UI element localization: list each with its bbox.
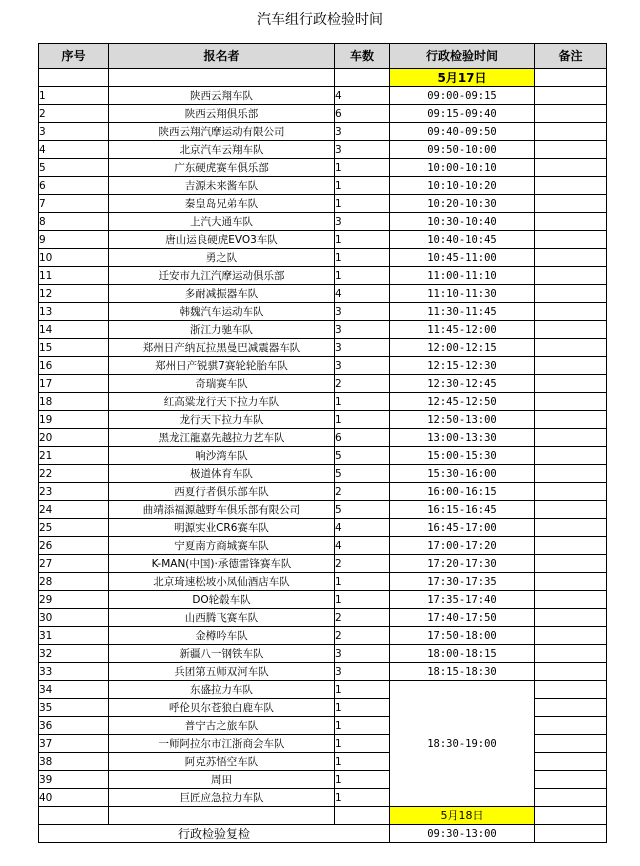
- inspection-time: 16:15-16:45: [390, 501, 535, 519]
- row-number: 39: [39, 771, 109, 789]
- note-cell: [535, 411, 607, 429]
- row-number: 3: [39, 123, 109, 141]
- team-name: 奇瑞赛车队: [109, 375, 335, 393]
- inspection-time: 12:00-12:15: [390, 339, 535, 357]
- note-cell: [535, 447, 607, 465]
- team-name: 极道体育车队: [109, 465, 335, 483]
- inspection-time: 10:10-10:20: [390, 177, 535, 195]
- car-count: 6: [335, 105, 390, 123]
- note-cell: [535, 465, 607, 483]
- team-name: 新疆八一钢铁车队: [109, 645, 335, 663]
- team-name: 红高粱龙行天下拉力车队: [109, 393, 335, 411]
- inspection-time: 10:30-10:40: [390, 213, 535, 231]
- car-count: 1: [335, 735, 390, 753]
- table-row: [39, 249, 607, 267]
- inspection-time: 10:00-10:10: [390, 159, 535, 177]
- car-count: 3: [335, 213, 390, 231]
- note-cell: [535, 159, 607, 177]
- row-number: 10: [39, 249, 109, 267]
- team-name: 北京琦速松坡小凤仙酒店车队: [109, 573, 335, 591]
- row-number: 29: [39, 591, 109, 609]
- car-count: 1: [335, 411, 390, 429]
- row-number: 19: [39, 411, 109, 429]
- date-cell-1: 5月17日: [390, 69, 535, 87]
- inspection-time: 11:10-11:30: [390, 285, 535, 303]
- note-cell: [535, 285, 607, 303]
- team-name: 韩魏汽车运动车队: [109, 303, 335, 321]
- recheck-label: 行政检验复检: [39, 825, 390, 843]
- car-count: 5: [335, 465, 390, 483]
- inspection-time: 10:20-10:30: [390, 195, 535, 213]
- note-cell: [535, 177, 607, 195]
- note-cell: [535, 627, 607, 645]
- table-row: [39, 429, 607, 447]
- row-number: 22: [39, 465, 109, 483]
- inspection-time: 18:00-18:15: [390, 645, 535, 663]
- date-row-1: [39, 69, 607, 87]
- inspection-time: 15:30-16:00: [390, 465, 535, 483]
- inspection-time: 09:40-09:50: [390, 123, 535, 141]
- car-count: 1: [335, 393, 390, 411]
- row-number: 18: [39, 393, 109, 411]
- car-count: 2: [335, 609, 390, 627]
- car-count: 1: [335, 789, 390, 807]
- row-number: 8: [39, 213, 109, 231]
- note-cell: [535, 537, 607, 555]
- row-number: 24: [39, 501, 109, 519]
- note-cell: [535, 681, 607, 699]
- header-team: 报名者: [109, 44, 335, 69]
- row-number: 34: [39, 681, 109, 699]
- team-name: 东盛拉力车队: [109, 681, 335, 699]
- inspection-time: 17:35-17:40: [390, 591, 535, 609]
- team-name: 明源实业CR6赛车队: [109, 519, 335, 537]
- table-row: [39, 303, 607, 321]
- car-count: 1: [335, 249, 390, 267]
- inspection-schedule-table: [38, 43, 607, 843]
- merged-inspection-time: 18:30-19:00: [390, 681, 535, 807]
- header-cars: 车数: [335, 44, 390, 69]
- team-name: 普宁古之旅车队: [109, 717, 335, 735]
- table-row: [39, 555, 607, 573]
- note-cell: [535, 591, 607, 609]
- table-row: [39, 267, 607, 285]
- table-row: [39, 573, 607, 591]
- inspection-time: 09:50-10:00: [390, 141, 535, 159]
- table-row: [39, 357, 607, 375]
- row-number: 5: [39, 159, 109, 177]
- team-name: 陕西云翔俱乐部: [109, 105, 335, 123]
- note-cell: [535, 645, 607, 663]
- recheck-row: [39, 825, 607, 843]
- row-number: 9: [39, 231, 109, 249]
- note-cell: [535, 429, 607, 447]
- note-cell: [535, 519, 607, 537]
- team-name: 西夏行者俱乐部车队: [109, 483, 335, 501]
- table-row: [39, 609, 607, 627]
- team-name: 山西腾飞赛车队: [109, 609, 335, 627]
- row-number: 37: [39, 735, 109, 753]
- car-count: 1: [335, 771, 390, 789]
- note-cell: [535, 357, 607, 375]
- note-cell: [535, 87, 607, 105]
- row-number: 30: [39, 609, 109, 627]
- table-row: [39, 393, 607, 411]
- inspection-time: 10:40-10:45: [390, 231, 535, 249]
- row-number: 31: [39, 627, 109, 645]
- table-row: [39, 411, 607, 429]
- row-number: 35: [39, 699, 109, 717]
- table-row: [39, 195, 607, 213]
- team-name: K-MAN(中国)·承德雷锋赛车队: [109, 555, 335, 573]
- car-count: 3: [335, 123, 390, 141]
- row-number: 7: [39, 195, 109, 213]
- car-count: 4: [335, 87, 390, 105]
- row-number: 20: [39, 429, 109, 447]
- table-row: [39, 483, 607, 501]
- note-cell: [535, 195, 607, 213]
- inspection-time: 17:20-17:30: [390, 555, 535, 573]
- recheck-time: 09:30-13:00: [390, 825, 535, 843]
- table-row: [39, 591, 607, 609]
- car-count: 2: [335, 627, 390, 645]
- car-count: 2: [335, 555, 390, 573]
- team-name: 兵团第五师双河车队: [109, 663, 335, 681]
- team-name: 呼伦贝尔苍狼白鹿车队: [109, 699, 335, 717]
- inspection-time: 13:00-13:30: [390, 429, 535, 447]
- inspection-time: 12:45-12:50: [390, 393, 535, 411]
- row-number: 38: [39, 753, 109, 771]
- car-count: 1: [335, 753, 390, 771]
- team-name: 北京汽车云翔车队: [109, 141, 335, 159]
- team-name: 一师阿拉尔市江浙商会车队: [109, 735, 335, 753]
- car-count: 1: [335, 717, 390, 735]
- row-number: 12: [39, 285, 109, 303]
- team-name: 陕西云翔汽摩运动有限公司: [109, 123, 335, 141]
- team-name: 陕西云翔车队: [109, 87, 335, 105]
- table-row: [39, 375, 607, 393]
- car-count: 4: [335, 519, 390, 537]
- note-cell: [535, 303, 607, 321]
- note-cell: [535, 699, 607, 717]
- team-name: 吉源未来酱车队: [109, 177, 335, 195]
- car-count: 1: [335, 591, 390, 609]
- table-row: [39, 537, 607, 555]
- document-title: 汽车组行政检验时间: [257, 12, 383, 28]
- inspection-time: 15:00-15:30: [390, 447, 535, 465]
- note-cell: [535, 339, 607, 357]
- note-cell: [535, 213, 607, 231]
- inspection-time: 11:00-11:10: [390, 267, 535, 285]
- team-name: 浙江力驰车队: [109, 321, 335, 339]
- inspection-time: 11:30-11:45: [390, 303, 535, 321]
- table-row: [39, 231, 607, 249]
- table-row: [39, 645, 607, 663]
- row-number: 14: [39, 321, 109, 339]
- row-number: 28: [39, 573, 109, 591]
- inspection-time: 17:00-17:20: [390, 537, 535, 555]
- row-number: 27: [39, 555, 109, 573]
- row-number: 16: [39, 357, 109, 375]
- team-name: 巨匠应急拉力车队: [109, 789, 335, 807]
- header-no: 序号: [39, 44, 109, 69]
- inspection-time: 10:45-11:00: [390, 249, 535, 267]
- table-row: [39, 141, 607, 159]
- team-name: 曲靖添福源越野车俱乐部有限公司: [109, 501, 335, 519]
- team-name: 迁安市九江汽摩运动俱乐部: [109, 267, 335, 285]
- row-number: 4: [39, 141, 109, 159]
- car-count: 5: [335, 501, 390, 519]
- row-number: 2: [39, 105, 109, 123]
- inspection-time: 16:00-16:15: [390, 483, 535, 501]
- car-count: 4: [335, 537, 390, 555]
- car-count: 3: [335, 141, 390, 159]
- team-name: 秦皇岛兄弟车队: [109, 195, 335, 213]
- note-cell: [535, 501, 607, 519]
- table-row: [39, 447, 607, 465]
- team-name: 金樽吟车队: [109, 627, 335, 645]
- car-count: 1: [335, 573, 390, 591]
- table-row: [39, 465, 607, 483]
- inspection-time: 18:15-18:30: [390, 663, 535, 681]
- team-name: 唐山运良硬虎EVO3车队: [109, 231, 335, 249]
- note-cell: [535, 267, 607, 285]
- row-number: 13: [39, 303, 109, 321]
- row-number: 17: [39, 375, 109, 393]
- table-row: [39, 627, 607, 645]
- row-number: 36: [39, 717, 109, 735]
- team-name: 上汽大通车队: [109, 213, 335, 231]
- note-cell: [535, 393, 607, 411]
- row-number: 11: [39, 267, 109, 285]
- row-number: 23: [39, 483, 109, 501]
- note-cell: [535, 555, 607, 573]
- note-cell: [535, 249, 607, 267]
- car-count: 1: [335, 195, 390, 213]
- car-count: 3: [335, 303, 390, 321]
- table-row: [39, 105, 607, 123]
- note-cell: [535, 105, 607, 123]
- table-row: [39, 663, 607, 681]
- car-count: 6: [335, 429, 390, 447]
- car-count: 4: [335, 285, 390, 303]
- team-name: 龙行天下拉力车队: [109, 411, 335, 429]
- car-count: 1: [335, 267, 390, 285]
- team-name: 周田: [109, 771, 335, 789]
- car-count: 1: [335, 681, 390, 699]
- car-count: 3: [335, 663, 390, 681]
- table-row: [39, 87, 607, 105]
- note-cell: [535, 771, 607, 789]
- team-name: DO轮毂车队: [109, 591, 335, 609]
- row-number: 15: [39, 339, 109, 357]
- inspection-time: 17:50-18:00: [390, 627, 535, 645]
- note-cell: [535, 321, 607, 339]
- row-number: 26: [39, 537, 109, 555]
- team-name: 勇之队: [109, 249, 335, 267]
- table-row: [39, 177, 607, 195]
- car-count: 3: [335, 357, 390, 375]
- note-cell: [535, 663, 607, 681]
- team-name: 阿克苏悟空车队: [109, 753, 335, 771]
- row-number: 33: [39, 663, 109, 681]
- car-count: 1: [335, 231, 390, 249]
- team-name: 郑州日产锐骐7赛轮轮胎车队: [109, 357, 335, 375]
- table-row: [39, 285, 607, 303]
- inspection-time: 17:30-17:35: [390, 573, 535, 591]
- header-note: 备注: [535, 44, 607, 69]
- header-row: [39, 44, 607, 69]
- note-cell: [535, 483, 607, 501]
- inspection-time: 16:45-17:00: [390, 519, 535, 537]
- table-row: [39, 501, 607, 519]
- inspection-time: 09:00-09:15: [390, 87, 535, 105]
- table-row: [39, 213, 607, 231]
- inspection-time: 09:15-09:40: [390, 105, 535, 123]
- note-cell: [535, 141, 607, 159]
- inspection-time: 11:45-12:00: [390, 321, 535, 339]
- team-name: 宁夏南方商城赛车队: [109, 537, 335, 555]
- team-name: 响沙湾车队: [109, 447, 335, 465]
- note-cell: [535, 609, 607, 627]
- team-name: 广东硬虎赛车俱乐部: [109, 159, 335, 177]
- car-count: 1: [335, 177, 390, 195]
- row-number: 6: [39, 177, 109, 195]
- car-count: 2: [335, 375, 390, 393]
- inspection-time: 12:30-12:45: [390, 375, 535, 393]
- row-number: 25: [39, 519, 109, 537]
- car-count: 5: [335, 447, 390, 465]
- table-row: [39, 159, 607, 177]
- note-cell: [535, 753, 607, 771]
- car-count: 1: [335, 699, 390, 717]
- car-count: 2: [335, 483, 390, 501]
- row-number: 21: [39, 447, 109, 465]
- table-row: [39, 321, 607, 339]
- row-number: 40: [39, 789, 109, 807]
- note-cell: [535, 123, 607, 141]
- row-number: 32: [39, 645, 109, 663]
- date-row-2: [39, 807, 607, 825]
- header-time: 行政检验时间: [390, 44, 535, 69]
- note-cell: [535, 717, 607, 735]
- date-cell-2: 5月18日: [390, 807, 535, 825]
- car-count: 3: [335, 321, 390, 339]
- note-cell: [535, 375, 607, 393]
- table-row: [39, 339, 607, 357]
- team-name: 郑州日产纳瓦拉黑曼巴减震器车队: [109, 339, 335, 357]
- inspection-time: 12:50-13:00: [390, 411, 535, 429]
- car-count: 3: [335, 645, 390, 663]
- table-row: [39, 519, 607, 537]
- inspection-time: 17:40-17:50: [390, 609, 535, 627]
- note-cell: [535, 231, 607, 249]
- team-name: 多耐减振器车队: [109, 285, 335, 303]
- note-cell: [535, 573, 607, 591]
- team-name: 黑龙江龍嘉先越拉力艺车队: [109, 429, 335, 447]
- table-row: [39, 123, 607, 141]
- row-number: 1: [39, 87, 109, 105]
- note-cell: [535, 735, 607, 753]
- inspection-time: 12:15-12:30: [390, 357, 535, 375]
- car-count: 1: [335, 159, 390, 177]
- note-cell: [535, 789, 607, 807]
- car-count: 3: [335, 339, 390, 357]
- table-row: [39, 681, 607, 699]
